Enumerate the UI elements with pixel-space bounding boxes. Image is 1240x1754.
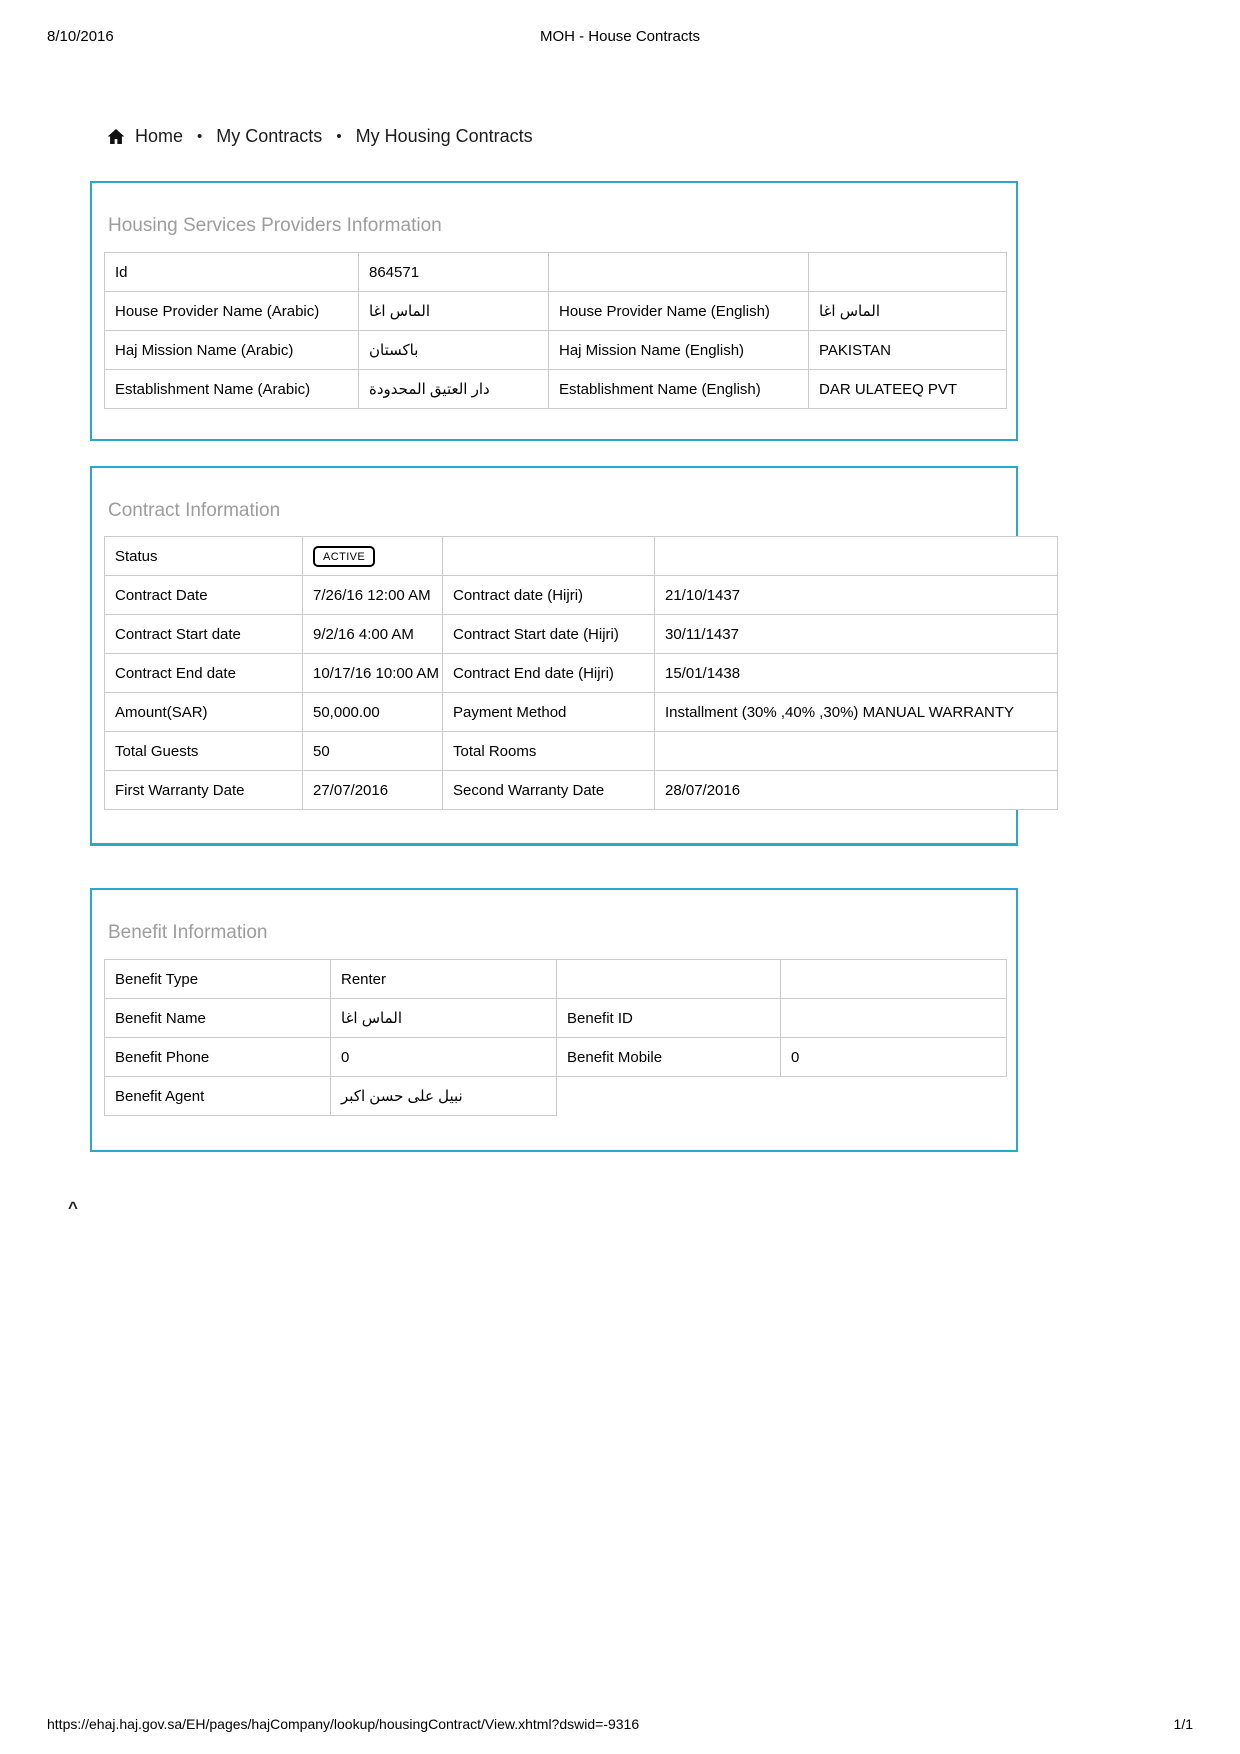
table-row [105, 1077, 1007, 1116]
field-label: Second Warranty Date [443, 771, 655, 810]
field-value [781, 960, 1007, 999]
field-value: دار العتيق المحدودة [359, 370, 549, 409]
breadcrumb-my-housing-contracts[interactable] [356, 126, 533, 147]
table-row [105, 370, 1007, 409]
field-label: Benefit Mobile [557, 1038, 781, 1077]
field-value: 0 [331, 1038, 557, 1077]
field-label: Benefit ID [557, 999, 781, 1038]
table-row [105, 537, 1058, 576]
field-value [781, 999, 1007, 1038]
field-value: 30/11/1437 [655, 615, 1058, 654]
field-label: Contract End date (Hijri) [443, 654, 655, 693]
table-row [105, 1038, 1007, 1077]
footer-page-number: 1/1 [1173, 1716, 1193, 1732]
field-label: Benefit Type [105, 960, 331, 999]
breadcrumb-home[interactable] [106, 126, 183, 147]
field-label: Benefit Phone [105, 1038, 331, 1077]
footer-url: https://ehaj.haj.gov.sa/EH/pages/hajCompany/lookup/housingContract/View.xhtml?dswid=-9316 [47, 1716, 640, 1732]
breadcrumb-separator: • [336, 128, 342, 145]
table-row [105, 253, 1007, 292]
housing-section-title: Housing Services Providers Information [108, 214, 442, 236]
field-value: الماس اغا [809, 292, 1007, 331]
field-label: Haj Mission Name (English) [549, 331, 809, 370]
table-row [105, 576, 1058, 615]
field-value: الماس اغا [331, 999, 557, 1038]
table-row [105, 693, 1058, 732]
field-label: House Provider Name (Arabic) [105, 292, 359, 331]
field-label: Contract Start date [105, 615, 303, 654]
field-value: 50 [303, 732, 443, 771]
field-label: House Provider Name (English) [549, 292, 809, 331]
field-value: 21/10/1437 [655, 576, 1058, 615]
field-value: PAKISTAN [809, 331, 1007, 370]
field-value: 28/07/2016 [655, 771, 1058, 810]
field-label: Contract Date [105, 576, 303, 615]
field-value [655, 537, 1058, 576]
table-row [105, 771, 1058, 810]
table-row [105, 960, 1007, 999]
table-row [105, 331, 1007, 370]
field-label: Contract date (Hijri) [443, 576, 655, 615]
field-label: Haj Mission Name (Arabic) [105, 331, 359, 370]
breadcrumb-my-housing-contracts-label: My Housing Contracts [355, 126, 533, 146]
table-row [105, 654, 1058, 693]
field-label [557, 960, 781, 999]
field-value: 10/17/16 10:00 AM [303, 654, 443, 693]
table-row [105, 292, 1007, 331]
print-date: 8/10/2016 [47, 28, 114, 45]
field-label: Establishment Name (English) [549, 370, 809, 409]
field-value: باكستان [359, 331, 549, 370]
field-value: Installment (30% ,40% ,30%) MANUAL WARRANTY [655, 693, 1058, 732]
field-value: 0 [781, 1038, 1007, 1077]
field-value: 27/07/2016 [303, 771, 443, 810]
benefit-table [104, 959, 1007, 1116]
field-label: Benefit Agent [105, 1077, 331, 1116]
breadcrumb-my-contracts[interactable] [216, 126, 322, 147]
field-label [443, 537, 655, 576]
field-value [303, 537, 443, 576]
field-label: Total Rooms [443, 732, 655, 771]
field-label: First Warranty Date [105, 771, 303, 810]
field-label: Contract Start date (Hijri) [443, 615, 655, 654]
field-value: 15/01/1438 [655, 654, 1058, 693]
field-label [549, 253, 809, 292]
table-row [105, 999, 1007, 1038]
benefit-section-title: Benefit Information [108, 921, 268, 943]
field-label: Amount(SAR) [105, 693, 303, 732]
breadcrumb-my-contracts-label: My Contracts [216, 126, 323, 146]
contract-section-title: Contract Information [108, 499, 281, 521]
field-value: 50,000.00 [303, 693, 443, 732]
print-page-title: MOH - House Contracts [539, 28, 701, 45]
field-value: نبيل على حسن اكبر [331, 1077, 557, 1116]
field-label: Total Guests [105, 732, 303, 771]
field-value: 9/2/16 4:00 AM [303, 615, 443, 654]
field-label: Benefit Name [105, 999, 331, 1038]
field-label: Status [105, 537, 303, 576]
field-label: Payment Method [443, 693, 655, 732]
breadcrumb-separator: • [197, 128, 203, 145]
field-value [809, 253, 1007, 292]
housing-providers-table [104, 252, 1007, 409]
field-value: 7/26/16 12:00 AM [303, 576, 443, 615]
back-to-top-caret[interactable]: ^ [68, 1198, 78, 1217]
field-value [655, 732, 1058, 771]
field-value: الماس اغا [359, 292, 549, 331]
field-value: DAR ULATEEQ PVT [809, 370, 1007, 409]
table-row [105, 615, 1058, 654]
field-value: Renter [331, 960, 557, 999]
contract-table [104, 536, 1058, 810]
home-icon [106, 127, 126, 146]
breadcrumb-home-label: Home [135, 126, 184, 146]
field-label: Establishment Name (Arabic) [105, 370, 359, 409]
field-label: Contract End date [105, 654, 303, 693]
table-row [105, 732, 1058, 771]
field-label: Id [105, 253, 359, 292]
status-badge[interactable]: ACTIVE [313, 546, 375, 567]
field-value: 864571 [359, 253, 549, 292]
breadcrumb [106, 126, 533, 147]
